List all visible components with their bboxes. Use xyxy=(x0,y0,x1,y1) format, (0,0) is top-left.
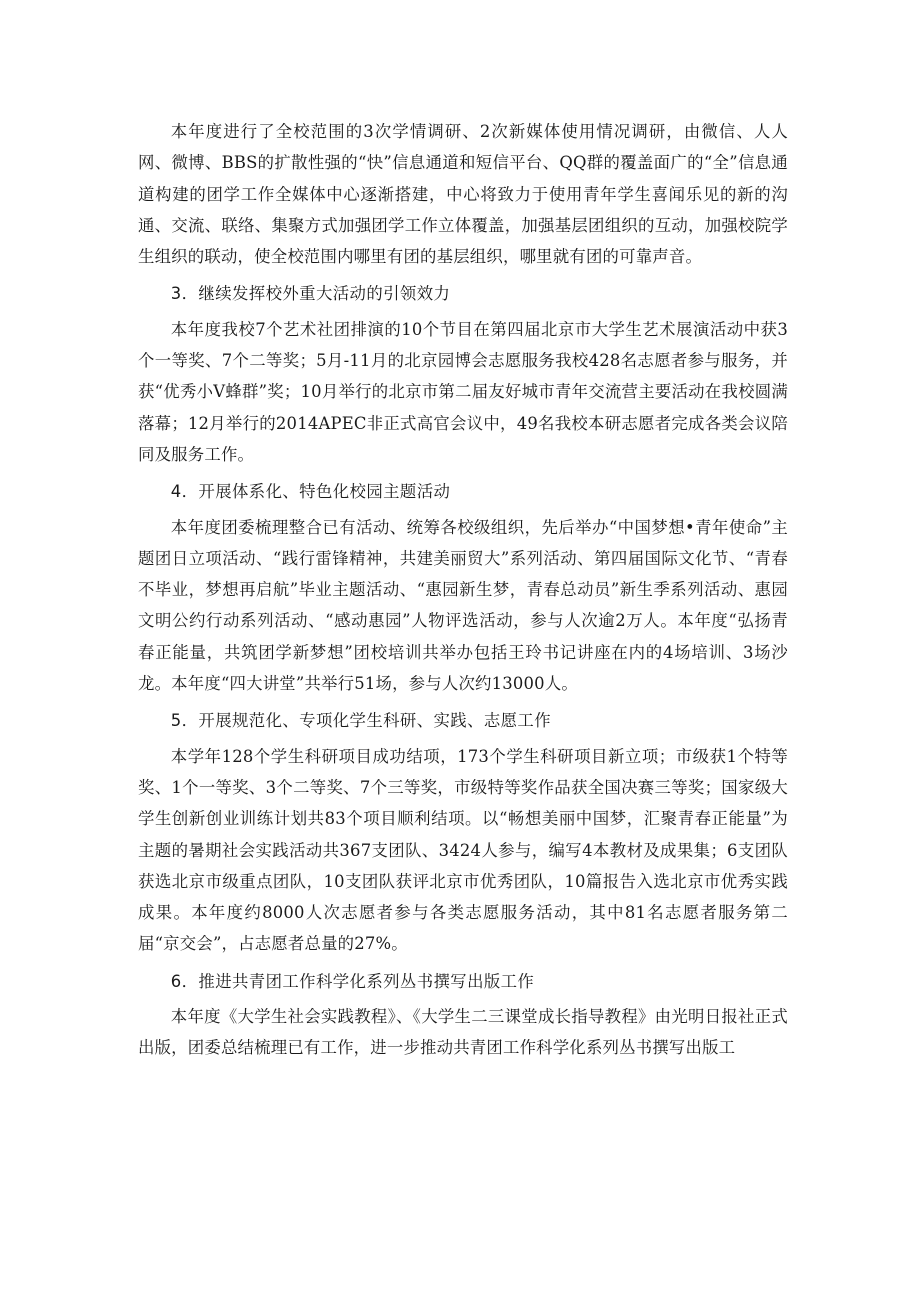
heading-section-5: 5．开展规范化、专项化学生科研、实践、志愿工作 xyxy=(170,711,552,731)
heading-section-4: 4．开展体系化、特色化校园主题活动 xyxy=(170,482,451,502)
paragraph-major-events: 本年度我校7个艺术社团排演的10个节目在第四届北京市大学生艺术展演活动中获3个一等奖、7个二等奖；5月-11月的北京园博会志愿服务我校428名志愿者参与服务，并获“优秀小V蜂群”奖；10月举行的北京市第二届友好城市青年交流营主要活动在我校圆满落幕；12月举行的2014APEC非正式高官会议中，49名我校本研志愿者完成各类会议陪同及服务工作。 xyxy=(138,319,788,464)
heading-section-3: 3．继续发挥校外重大活动的引领效力 xyxy=(170,284,451,304)
paragraph-media-center: 本年度进行了全校范围的3次学情调研、2次新媒体使用情况调研，由微信、人人网、微博、BBS的扩散性强的“快”信息通道和短信平台、QQ群的覆盖面广的“全”信息通道构建的团学工作全媒体中心逐渐搭建，中心将致力于使用青年学生喜闻乐见的新的沟通、交流、联络、集聚方式加强团学工作立体覆盖，加强基层团组织的互动，加强校院学生组织的联动，使全校范围内哪里有团的基层组织，哪里就有团的可靠声音。 xyxy=(138,122,788,267)
heading-section-6: 6．推进共青团工作科学化系列丛书撰写出版工作 xyxy=(170,971,535,991)
paragraph-research-practice: 本学年128个学生科研项目成功结项，173个学生科研项目新立项；市级获1个特等奖、1个一等奖、3个二等奖、7个三等奖，市级特等奖作品获全国决赛三等奖；国家级大学生创新创业训练计划共83个项目顺利结项。以“畅想美丽中国梦，汇聚青春正能量”为主题的暑期社会实践活动共367支团队、3424人参与，编写4本教材及成果集；6支团队获选北京市级重点团队，10支团队获评北京市优秀团队，10篇报告入选北京市优秀实践成果。本年度约8000人次志愿者参与各类志愿服务活动，其中81名志愿者服务第二届“京交会”，占志愿者总量的27%。 xyxy=(138,746,788,954)
paragraph-publications: 本年度《大学生社会实践教程》、《大学生二三课堂成长指导教程》由光明日报社正式出版，团委总结梳理已有工作，进一步推动共青团工作科学化系列丛书撰写出版工 xyxy=(138,1007,788,1058)
document-body xyxy=(138,116,788,1064)
paragraph-campus-activities: 本年度团委梳理整合已有活动、统筹各校级组织，先后举办“中国梦想•青年使命”主题团日立项活动、“践行雷锋精神，共建美丽贸大”系列活动、第四届国际文化节、“青春不毕业，梦想再启航”毕业主题活动、“惠园新生梦，青春总动员”新生季系列活动、惠园文明公约行动系列活动、“感动惠园”人物评选活动，参与人次逾2万人。本年度“弘扬青春正能量，共筑团学新梦想”团校培训共举办包括王玲书记讲座在内的4场培训、3场沙龙。本年度“四大讲堂”共举行51场，参与人次约13000人。 xyxy=(138,517,788,694)
